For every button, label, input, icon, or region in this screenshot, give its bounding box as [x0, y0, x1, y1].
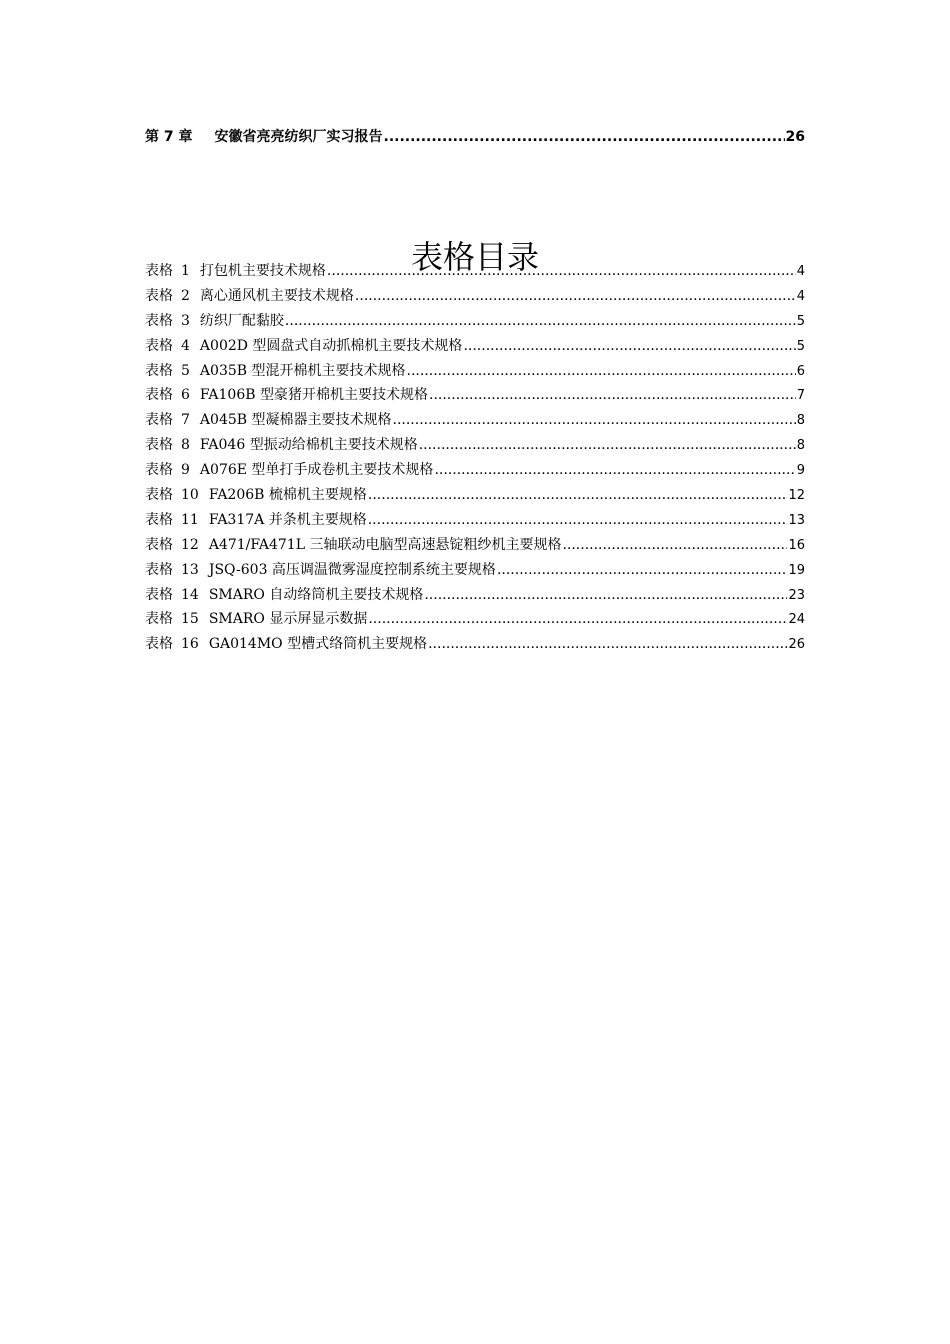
toc-table-entry[interactable] — [145, 632, 805, 657]
toc-table-entry[interactable] — [145, 483, 805, 508]
chapter-title: 安徽省亮亮纺织厂实习报告 — [214, 129, 383, 145]
table-page-number: 9 — [796, 463, 805, 479]
table-page-number: 13 — [788, 512, 805, 528]
table-page-number: 5 — [796, 338, 805, 354]
table-number: 13 — [181, 561, 199, 578]
table-number: 10 — [181, 487, 199, 504]
table-of-tables-heading: 表格目录 — [410, 238, 539, 277]
table-number: 14 — [181, 586, 199, 603]
table-number: 1 — [181, 263, 190, 279]
toc-table-entry[interactable] — [145, 259, 805, 284]
dot-leader — [285, 309, 796, 334]
table-number: 8 — [181, 437, 190, 454]
table-caption-label — [145, 309, 190, 334]
dot-leader — [368, 508, 788, 533]
table-title: FA206B 梳棉机主要规格 — [208, 487, 367, 504]
table-title: JSQ-603 高压调温微雾湿度控制系统主要规格 — [208, 561, 496, 578]
table-page-number: 8 — [796, 438, 805, 454]
table-caption-label — [145, 334, 190, 359]
table-number: 2 — [181, 287, 190, 304]
table-title: 纺织厂配黏胶 — [199, 312, 284, 329]
table-caption-prefix: 表格 — [145, 611, 173, 628]
table-caption-label — [145, 433, 190, 458]
table-number: 7 — [181, 412, 190, 429]
table-caption-label — [145, 458, 190, 483]
table-caption-prefix: 表格 — [145, 312, 173, 329]
table-caption-label — [145, 533, 199, 558]
table-page-number: 6 — [796, 363, 805, 379]
table-title: A076E 型单打手成卷机主要技术规格 — [199, 462, 434, 479]
table-number: 11 — [181, 511, 199, 528]
table-number: 12 — [181, 536, 199, 553]
table-caption-prefix: 表格 — [145, 437, 173, 454]
table-of-tables-list — [145, 259, 805, 657]
dot-leader — [393, 408, 796, 433]
table-title: SMARO 自动络筒机主要技术规格 — [208, 586, 424, 603]
table-page-number: 12 — [788, 488, 805, 504]
dot-leader — [327, 259, 796, 284]
table-title: A002D 型圆盘式自动抓棉机主要技术规格 — [199, 337, 463, 354]
table-number: 15 — [181, 611, 199, 628]
table-number: 6 — [181, 387, 190, 404]
table-caption-prefix: 表格 — [145, 511, 173, 528]
toc-table-entry[interactable] — [145, 383, 805, 408]
table-page-number: 5 — [796, 313, 805, 329]
table-title: GA014MO 型槽式络筒机主要规格 — [208, 636, 428, 653]
table-caption-prefix: 表格 — [145, 462, 173, 479]
table-number: 4 — [181, 337, 190, 354]
dot-leader — [428, 632, 787, 657]
toc-table-entry[interactable] — [145, 433, 805, 458]
table-number: 5 — [181, 362, 190, 379]
table-caption-prefix: 表格 — [145, 362, 173, 379]
table-page-number: 19 — [788, 562, 805, 578]
toc-table-entry[interactable] — [145, 583, 805, 608]
table-caption-prefix: 表格 — [145, 287, 173, 304]
table-caption-prefix: 表格 — [145, 412, 173, 429]
table-caption-label — [145, 483, 199, 508]
toc-table-entry[interactable] — [145, 284, 805, 309]
toc-table-entry[interactable] — [145, 359, 805, 384]
toc-table-entry[interactable] — [145, 508, 805, 533]
dot-leader — [384, 126, 785, 148]
toc-table-entry[interactable] — [145, 334, 805, 359]
table-caption-label — [145, 408, 190, 433]
dot-leader — [434, 458, 795, 483]
table-caption-prefix: 表格 — [145, 561, 173, 578]
dot-leader — [368, 483, 788, 508]
table-number: 9 — [181, 462, 190, 479]
dot-leader — [497, 558, 788, 583]
toc-chapter-entry[interactable] — [145, 126, 805, 148]
table-title: 离心通风机主要技术规格 — [199, 287, 354, 304]
table-caption-label — [145, 259, 190, 284]
table-caption-label — [145, 632, 199, 657]
chapter-number: 第 7 章 — [145, 129, 193, 145]
table-page-number: 4 — [796, 264, 805, 279]
table-title: 打包机主要技术规格 — [199, 263, 326, 279]
toc-table-entry[interactable] — [145, 458, 805, 483]
table-page-number: 4 — [796, 288, 805, 304]
table-caption-label — [145, 284, 190, 309]
table-title: FA046 型振动给棉机主要技术规格 — [199, 437, 418, 454]
dot-leader — [429, 383, 796, 408]
toc-table-entry[interactable] — [145, 408, 805, 433]
dot-leader — [424, 583, 787, 608]
table-page-number: 24 — [788, 612, 805, 628]
dot-leader — [407, 359, 796, 384]
table-caption-prefix: 表格 — [145, 536, 173, 553]
table-title: FA106B 型豪猪开棉机主要技术规格 — [199, 387, 428, 404]
dot-leader — [463, 334, 795, 359]
table-caption-label — [145, 607, 199, 632]
table-page-number: 26 — [788, 637, 805, 653]
table-page-number: 7 — [796, 388, 805, 404]
dot-leader — [355, 284, 796, 309]
table-caption-label — [145, 383, 190, 408]
table-caption-prefix: 表格 — [145, 487, 173, 504]
table-caption-prefix: 表格 — [145, 636, 173, 653]
table-title: FA317A 并条机主要规格 — [208, 511, 367, 528]
table-title: SMARO 显示屏显示数据 — [208, 611, 368, 628]
table-number: 16 — [181, 636, 199, 653]
dot-leader — [419, 433, 796, 458]
toc-table-entry[interactable] — [145, 558, 805, 583]
table-caption-prefix: 表格 — [145, 387, 173, 404]
chapter-page-number: 26 — [785, 129, 805, 145]
dot-leader — [562, 533, 787, 558]
table-page-number: 23 — [788, 587, 805, 603]
table-caption-prefix: 表格 — [145, 586, 173, 603]
toc-table-entry[interactable] — [145, 309, 805, 334]
table-page-number: 8 — [796, 413, 805, 429]
table-caption-label — [145, 359, 190, 384]
table-title: A035B 型混开棉机主要技术规格 — [199, 362, 406, 379]
table-caption-label — [145, 583, 199, 608]
toc-table-entry[interactable] — [145, 533, 805, 558]
table-caption-label — [145, 508, 199, 533]
toc-table-entry[interactable] — [145, 607, 805, 632]
dot-leader — [368, 607, 787, 632]
table-number: 3 — [181, 312, 190, 329]
table-page-number: 16 — [788, 537, 805, 553]
table-caption-prefix: 表格 — [145, 337, 173, 354]
table-caption-label — [145, 558, 199, 583]
table-caption-prefix: 表格 — [145, 263, 173, 279]
table-title: A045B 型凝棉器主要技术规格 — [199, 412, 392, 429]
table-title: A471/FA471L 三轴联动电脑型高速悬锭粗纱机主要规格 — [208, 536, 562, 553]
